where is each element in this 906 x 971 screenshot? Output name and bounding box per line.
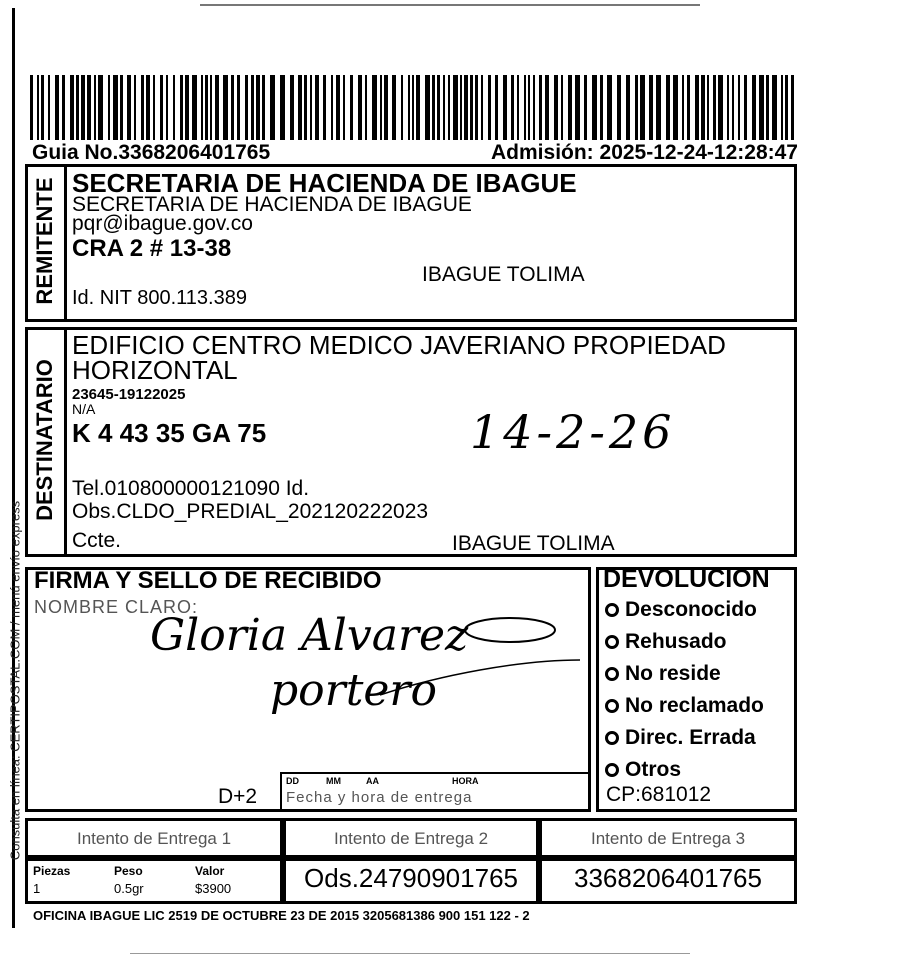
devolucion-cp: CP:681012 <box>606 783 712 806</box>
barcode-bar <box>626 75 630 140</box>
destinatario-ref: 23645-19122025 <box>72 386 186 403</box>
barcode-bar <box>666 75 670 140</box>
barcode-bar <box>416 75 420 140</box>
destinatario-tel: Tel.010800000121090 Id. <box>72 477 310 500</box>
barcode-bar <box>298 75 302 140</box>
date-header-mm: MM <box>326 776 341 786</box>
barcode-bar <box>649 75 653 140</box>
barcode-bar <box>237 75 240 140</box>
devolucion-options <box>605 594 764 786</box>
barcode-bar <box>134 75 136 140</box>
devolucion-title: DEVOLUCION <box>603 565 770 593</box>
barcode-bar <box>460 75 462 140</box>
option-rehusado[interactable]: Rehusado <box>605 626 764 658</box>
remitente-name: SECRETARIA DE HACIENDA DE IBAGUE <box>72 193 472 216</box>
signature-stroke <box>360 605 590 700</box>
barcode-bar <box>270 75 275 140</box>
barcode-bar <box>48 75 50 140</box>
radio-circle-icon <box>605 635 619 649</box>
option-desconocido[interactable]: Desconocido <box>605 594 764 626</box>
peso-header: Peso <box>114 864 143 878</box>
barcode-bar <box>584 75 587 140</box>
valor-value: $3900 <box>195 881 232 896</box>
radio-circle-icon <box>605 699 619 713</box>
option-no-reside[interactable]: No reside <box>605 658 764 690</box>
barcode-bar <box>511 75 514 140</box>
radio-circle-icon <box>605 603 619 617</box>
barcode-bar <box>350 75 353 140</box>
barcode-bar <box>401 75 403 140</box>
barcode-bar <box>62 75 65 140</box>
radio-circle-icon <box>605 763 619 777</box>
barcode-bar <box>425 75 430 140</box>
signature-name: Gloria Alvarez <box>150 610 469 661</box>
barcode-bar <box>146 75 150 140</box>
barcode-bar <box>561 75 563 140</box>
radio-circle-icon <box>605 731 619 745</box>
barcode-bar <box>640 75 645 140</box>
barcode-bar <box>727 75 729 140</box>
barcode-bar <box>408 75 410 140</box>
destinatario-address: K 4 43 35 GA 75 <box>72 418 267 448</box>
barcode-bar <box>495 75 498 140</box>
barcode-bar <box>290 75 294 140</box>
piezas-header: Piezas <box>33 864 71 878</box>
firma-title: FIRMA Y SELLO DE RECIBIDO <box>34 567 382 594</box>
barcode-bar <box>336 75 340 140</box>
barcode-bar <box>201 75 203 140</box>
barcode-bar <box>160 75 163 140</box>
barcode-bar <box>732 75 734 140</box>
barcode-bar <box>185 75 189 140</box>
intento-2-label: Intento de Entrega 2 <box>333 829 489 848</box>
destinatario-ccte: Ccte. <box>72 529 122 552</box>
barcode-bar <box>331 75 333 140</box>
barcode-bar <box>392 75 396 140</box>
barcode-bar <box>380 75 382 140</box>
remitente-name-bold: SECRETARIA DE HACIENDA DE IBAGUE <box>72 168 577 198</box>
barcode-bar <box>635 75 638 140</box>
barcode-bar <box>205 75 208 140</box>
barcode-bar <box>180 75 183 140</box>
barcode-bar <box>744 75 747 140</box>
barcode-bar <box>766 75 769 140</box>
barcode-bar <box>713 75 716 140</box>
barcode-bar <box>372 75 377 140</box>
barcode-bar <box>524 75 526 140</box>
barcode-bar <box>517 75 519 140</box>
barcode-bar <box>304 75 307 140</box>
option-otros[interactable]: Otros <box>605 754 764 786</box>
barcode-bar <box>315 75 319 140</box>
barcode-bar <box>215 75 219 140</box>
remitente-nit: Id. NIT 800.113.389 <box>72 287 247 309</box>
barcode-bar <box>231 75 234 140</box>
guia-number-bottom: 3368206401765 <box>574 863 762 893</box>
barcode-bar <box>475 75 478 140</box>
handwritten-date: 14-2-26 <box>470 405 676 459</box>
date-header-hora: HORA <box>452 776 479 786</box>
barcode-bar <box>568 75 572 140</box>
barcode-bar <box>528 75 530 140</box>
barcode-bar <box>464 75 468 140</box>
barcode-bar <box>251 75 254 140</box>
barcode-bar <box>343 75 345 140</box>
barcode-bar <box>365 75 367 140</box>
barcode-bar <box>262 75 265 140</box>
barcode-bar <box>481 75 483 140</box>
destinatario-obs: Obs.CLDO_PREDIAL_202120222023 <box>72 500 429 523</box>
barcode-bar <box>554 75 558 140</box>
barcode-bar <box>718 75 723 140</box>
intento-3-label: Intento de Entrega 3 <box>590 829 746 848</box>
barcode-bar <box>432 75 435 140</box>
barcode-bar <box>127 75 131 140</box>
barcode-bar <box>539 75 542 140</box>
barcode-bar <box>120 75 123 140</box>
intento-1-label: Intento de Entrega 1 <box>76 829 232 848</box>
barcode-bar <box>153 75 155 140</box>
barcode-bar <box>785 75 788 140</box>
barcode-bar <box>37 75 39 140</box>
remitente-email: pqr@ibague.gov.co <box>72 212 253 235</box>
barcode-bar <box>108 75 110 140</box>
barcode-bar <box>443 75 445 140</box>
barcode-bar <box>695 75 699 140</box>
barcode-bar <box>280 75 285 140</box>
option-no-reclamado[interactable]: No reclamado <box>605 690 764 722</box>
barcode-bar <box>323 75 326 140</box>
barcode-bar <box>98 75 103 140</box>
barcode-bar <box>113 75 118 140</box>
barcode-bar <box>533 75 535 140</box>
barcode-bar <box>600 75 603 140</box>
barcode-bar <box>437 75 440 140</box>
date-header-aa: AA <box>366 776 379 786</box>
guia-number: Guia No.3368206401765 <box>32 141 271 164</box>
valor-header: Valor <box>195 864 225 878</box>
radio-circle-icon <box>605 667 619 681</box>
barcode-bar <box>575 75 580 140</box>
barcode-bar <box>470 75 473 140</box>
barcode-bar <box>166 75 168 140</box>
barcode-bar <box>707 75 709 140</box>
barcode-bar <box>772 75 777 140</box>
barcode-bar <box>223 75 228 140</box>
barcode-bar <box>173 75 175 140</box>
barcode-bar <box>94 75 96 140</box>
destinatario-name: EDIFICIO CENTRO MEDICO JAVERIANO PROPIEDAD HORIZONTAL <box>72 330 726 385</box>
nombre-claro-label: NOMBRE CLARO: <box>34 597 199 617</box>
signature-role: portero <box>270 665 437 716</box>
barcode-bar <box>607 75 612 140</box>
bottom-line <box>130 953 690 954</box>
barcode-bar <box>384 75 388 140</box>
remitente-address: CRA 2 # 13-38 <box>72 235 232 262</box>
barcode-bar <box>448 75 450 140</box>
barcode-bar <box>545 75 549 140</box>
remitente-label: REMITENTE <box>32 177 57 305</box>
destinatario-label: DESTINATARIO <box>32 359 57 521</box>
admision-date: Admisión: 2025-12-24-12:28:47 <box>491 141 798 164</box>
barcode-bar <box>210 75 212 140</box>
date-header-dd: DD <box>286 776 299 786</box>
barcode-bar <box>752 75 756 140</box>
fecha-hora-label: Fecha y hora de entrega <box>286 789 473 806</box>
barcode-bar <box>453 75 458 140</box>
destinatario-na: N/A <box>72 401 96 417</box>
barcode-bar <box>141 75 144 140</box>
barcode-bar <box>41 75 44 140</box>
ods-number: Ods.24790901765 <box>304 863 518 893</box>
barcode-bar <box>87 75 91 140</box>
barcode-bar <box>310 75 312 140</box>
barcode-bar <box>70 75 74 140</box>
barcode-bar <box>30 75 33 140</box>
barcode-bar <box>617 75 621 140</box>
barcode-bar <box>781 75 783 140</box>
footer-office: OFICINA IBAGUE LIC 2519 DE OCTUBRE 23 DE 2015 3205681386 900 151 122 - 2 <box>33 908 530 923</box>
barcode-bar <box>256 75 260 140</box>
barcode-bar <box>673 75 678 140</box>
barcode-bar <box>687 75 690 140</box>
barcode-bar <box>682 75 684 140</box>
barcode-bar <box>503 75 507 140</box>
barcode-bar <box>76 75 79 140</box>
barcode <box>30 75 795 140</box>
option-direc-errada[interactable]: Direc. Errada <box>605 722 764 754</box>
barcode-bar <box>738 75 740 140</box>
barcode-bar <box>81 75 85 140</box>
top-line <box>200 4 700 6</box>
barcode-bar <box>358 75 362 140</box>
d2-label: D+2 <box>218 785 258 808</box>
barcode-bar <box>592 75 597 140</box>
barcode-bar <box>245 75 248 140</box>
barcode-bar <box>192 75 197 140</box>
barcode-bar <box>656 75 661 140</box>
side-consulta-text: Consulta en línea: CERTIPOSTAL.COM / menú envío express <box>7 500 23 861</box>
barcode-bar <box>488 75 491 140</box>
barcode-bar <box>791 75 794 140</box>
destinatario-city: IBAGUE TOLIMA <box>452 532 615 555</box>
barcode-bar <box>55 75 59 140</box>
barcode-bar <box>701 75 705 140</box>
barcode-bar <box>412 75 414 140</box>
peso-value: 0.5gr <box>114 881 144 896</box>
remitente-city: IBAGUE TOLIMA <box>422 263 585 286</box>
barcode-bar <box>759 75 764 140</box>
piezas-value: 1 <box>33 881 41 896</box>
